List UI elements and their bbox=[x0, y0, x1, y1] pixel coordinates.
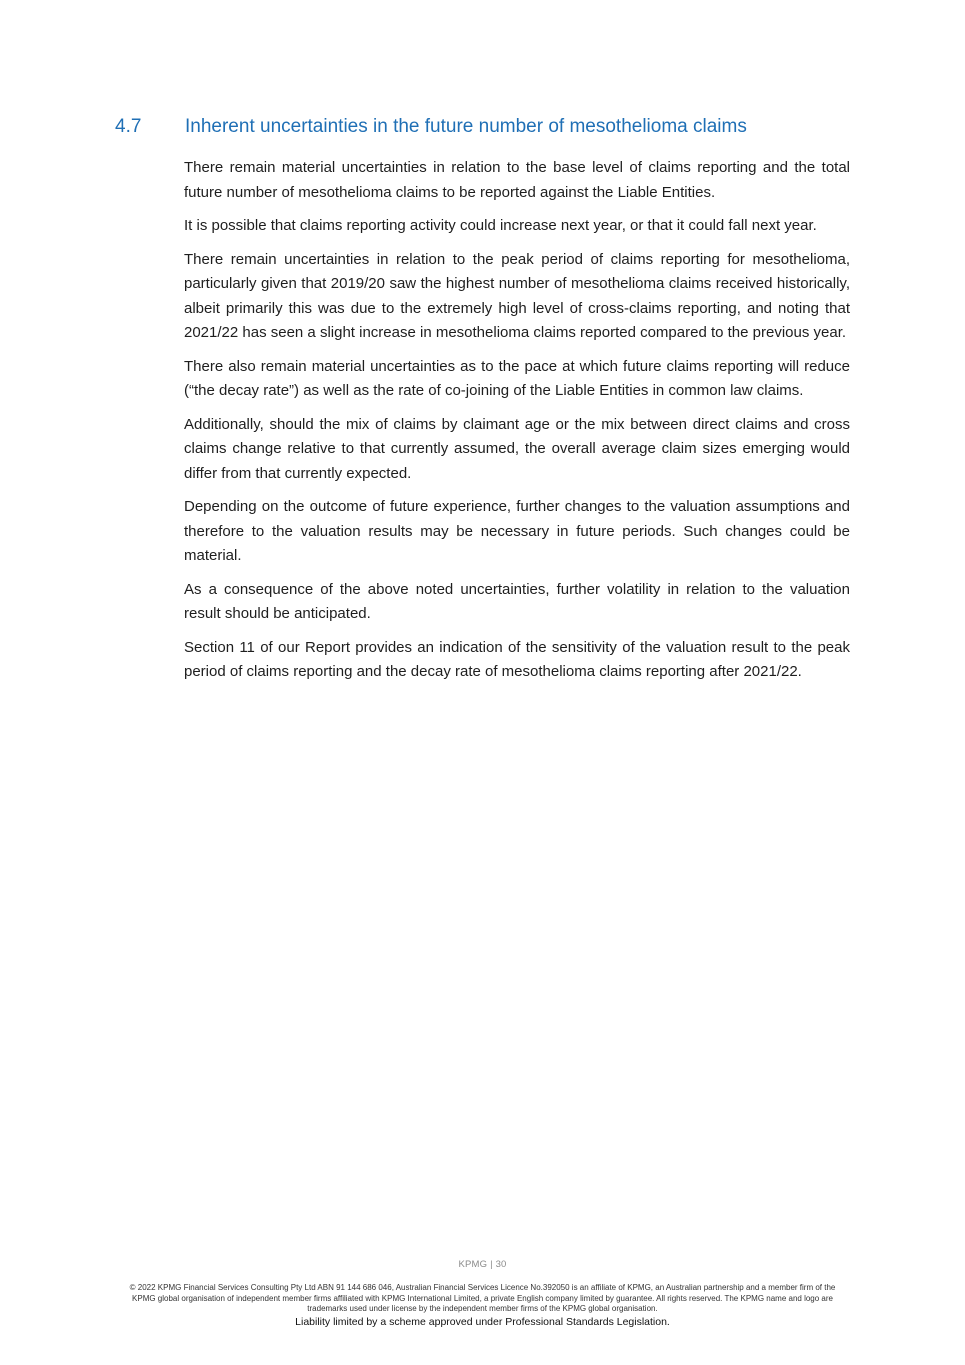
page-number: KPMG | 30 bbox=[458, 1259, 507, 1270]
paragraph-sensitivity: Section 11 of our Report provides an indication of the sensitivity of the valuation result to the peak period of claims reporting and the decay rate of mesothelioma claims reporting after 2021/22. bbox=[184, 638, 850, 680]
footer-copyright: © 2022 KPMG Financial Services Consulting Pty Ltd ABN 91 144 686 046, Australian Financial Services Licence No.392050 is an affiliate of KPMG, an Australian partnership and a member firm of the KPMG global organisation of independent member firms affiliated with KPMG International Limited, a private English company limited by guarantee. All rights reserved. The KPMG name and logo are trademarks used under license by the independent member firms of the KPMG global organisation. bbox=[129, 1283, 836, 1313]
paragraph-volatility: As a consequence of the above noted uncertainties, further volatility in relation to the valuation result should be anticipated. bbox=[184, 580, 850, 622]
section-body bbox=[184, 156, 850, 694]
paragraph-peak-period: There remain uncertainties in relation to the peak period of claims reporting for mesothelioma, particularly given that 2019/20 saw the highest number of mesothelioma claims received historically, albeit primarily this was due to the extremely high level of cross-claims reporting, and noting that 2021/22 has seen a slight increase in mesothelioma claims reported compared to the previous year. bbox=[184, 250, 850, 341]
paragraph-decay-rate: There also remain material uncertainties as to the pace at which future claims reporting will reduce (“the decay rate”) as well as the rate of co-joining of the Liable Entities in common law claims. bbox=[184, 357, 850, 399]
paragraph-base-level: There remain material uncertainties in relation to the base level of claims reporting and the total future number of mesothelioma claims to be reported against the Liable Entities. bbox=[184, 159, 850, 201]
section-number: 4.7 bbox=[115, 116, 142, 137]
section-title: Inherent uncertainties in the future number of mesothelioma claims bbox=[185, 116, 747, 137]
paragraph-claims-mix: Additionally, should the mix of claims by claimant age or the mix between direct claims and cross claims change relative to that currently assumed, the overall average claim sizes emerging would differ from that currently expected. bbox=[184, 415, 850, 482]
section-heading bbox=[115, 114, 875, 140]
paragraph-future-experience: Depending on the outcome of future experience, further changes to the valuation assumptions and therefore to the valuation results may be necessary in future periods. Such changes could be material. bbox=[184, 498, 850, 564]
paragraph-activity: It is possible that claims reporting activity could increase next year, or that it could fall next year. bbox=[184, 217, 817, 234]
footer-liability: Liability limited by a scheme approved under Professional Standards Legislation. bbox=[295, 1316, 670, 1328]
